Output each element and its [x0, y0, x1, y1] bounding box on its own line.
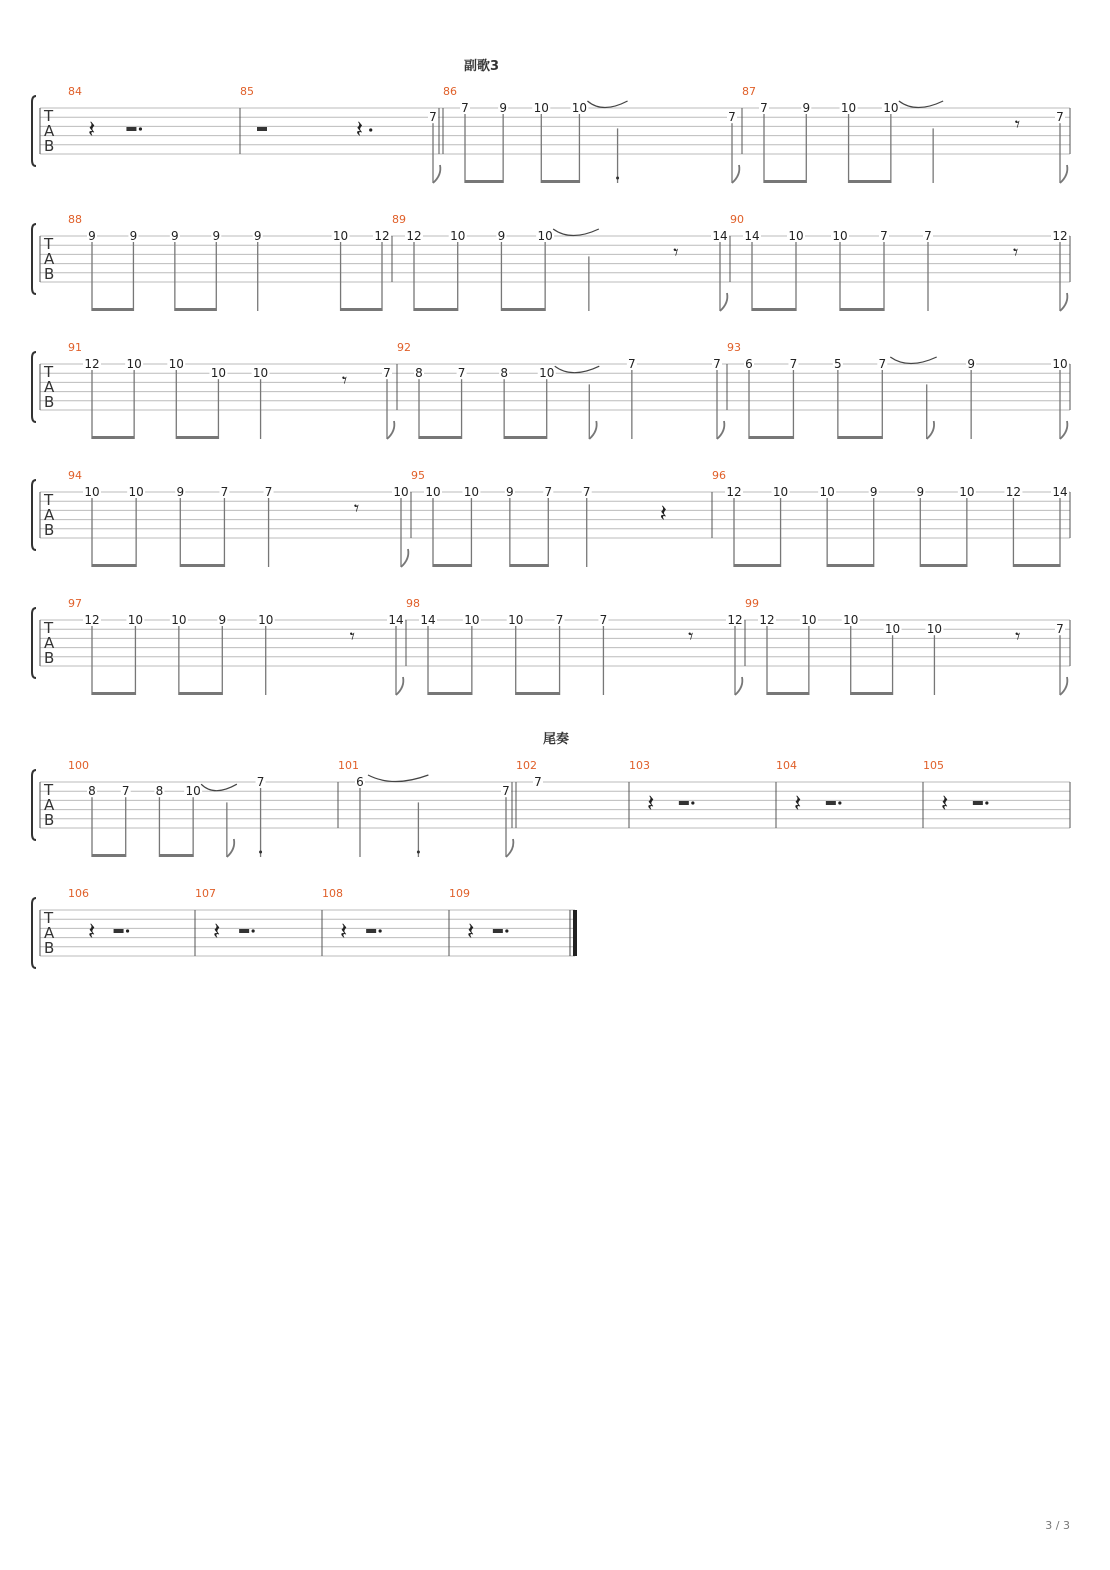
- fret-number: 10: [185, 784, 201, 799]
- fret-number: 10: [393, 485, 409, 499]
- measure-105: [923, 759, 988, 817]
- flag: [589, 421, 596, 439]
- fret-number: 10: [258, 613, 274, 627]
- measure-number: 102: [516, 759, 537, 772]
- fret-number: 7: [760, 101, 768, 115]
- measure-100: [68, 759, 266, 857]
- fret-number: 7: [121, 784, 130, 799]
- half-rest: [973, 801, 983, 805]
- eighth-rest: 𝄾: [688, 624, 694, 648]
- fret-number: 7: [555, 613, 564, 627]
- dot: [259, 851, 262, 854]
- eighth-rest: 𝄾: [1014, 112, 1021, 136]
- rest-dot: [369, 128, 372, 131]
- quarter-rest: 𝄽: [213, 917, 221, 945]
- eighth-rest: 𝄾: [673, 240, 679, 264]
- fret-number: 6: [356, 775, 364, 789]
- tab-system: [32, 597, 1070, 695]
- measure-number: 108: [322, 887, 343, 900]
- system-bracket: [32, 224, 36, 294]
- half-rest: [366, 929, 376, 933]
- tab-clef-letter: A: [44, 506, 55, 524]
- measure-92: [397, 341, 724, 439]
- fret-number: 10: [508, 613, 524, 627]
- fret-number: 10: [772, 485, 789, 499]
- fret-number: 10: [128, 485, 144, 499]
- system-bracket: [32, 352, 36, 422]
- tab-system: [32, 469, 1070, 567]
- beam: [419, 436, 462, 439]
- beam: [179, 692, 222, 695]
- quarter-rest: 𝄽: [340, 917, 348, 945]
- rest-dot: [505, 929, 508, 932]
- eighth-rest: 𝄾: [1015, 624, 1021, 648]
- tab-clef-letter: T: [44, 909, 54, 927]
- fret-number: 8: [500, 366, 508, 381]
- flag: [1060, 293, 1067, 311]
- fret-number: 10: [127, 613, 144, 627]
- flag: [720, 293, 727, 311]
- tie: [368, 775, 428, 782]
- fret-number: 5: [834, 357, 842, 371]
- tab-system: [32, 341, 1070, 439]
- beam: [504, 436, 547, 439]
- beam: [176, 436, 218, 439]
- eighth-rest: 𝄾: [353, 496, 360, 520]
- fret-number: 10: [1052, 357, 1068, 371]
- tab-clef-letter: T: [44, 235, 54, 253]
- fret-number: 7: [220, 485, 229, 499]
- system-bracket: [32, 898, 36, 968]
- beam: [175, 308, 216, 311]
- fret-number: 10: [84, 485, 100, 499]
- flag: [227, 839, 234, 857]
- fret-number: 12: [759, 613, 775, 627]
- fret-number: 9: [253, 229, 262, 243]
- tab-clef-letter: T: [44, 781, 54, 799]
- fret-number: 9: [802, 101, 811, 115]
- beam: [827, 564, 874, 567]
- tie: [553, 229, 599, 236]
- rest-dot: [379, 929, 382, 932]
- tab-clef-letter: A: [44, 634, 55, 652]
- flag: [1060, 165, 1067, 183]
- tab-clef-letter: A: [44, 924, 55, 942]
- fret-number: 10: [926, 622, 943, 637]
- flag: [433, 165, 440, 183]
- tab-clef-letter: B: [44, 811, 55, 829]
- half-rest: [679, 801, 689, 805]
- fret-number: 10: [884, 622, 901, 637]
- fret-number: 7: [880, 229, 888, 243]
- system-bracket: [32, 608, 36, 678]
- fret-number: 7: [924, 229, 932, 243]
- fret-number: 10: [464, 613, 480, 627]
- beam: [341, 308, 382, 311]
- measure-number: 103: [629, 759, 650, 772]
- fret-number: 9: [916, 485, 925, 499]
- fret-number: 7: [582, 485, 591, 499]
- fret-number: 9: [171, 229, 179, 243]
- flag: [717, 421, 724, 439]
- quarter-rest: 𝄽: [941, 789, 949, 817]
- measure-84: [68, 85, 142, 143]
- tie: [555, 366, 600, 373]
- measure-number: 97: [68, 597, 82, 610]
- flag: [387, 421, 394, 439]
- measure-89: [392, 213, 729, 311]
- fret-number: 6: [745, 357, 753, 371]
- tab-clef-letter: A: [44, 250, 55, 268]
- tab-clef-letter: A: [44, 796, 55, 814]
- fret-number: 10: [539, 366, 555, 381]
- tab-clef-letter: B: [44, 649, 55, 667]
- measure-109: [449, 887, 508, 945]
- measure-104: [776, 759, 841, 817]
- measure-86: [443, 85, 739, 183]
- measure-number: 90: [730, 213, 744, 226]
- fret-number: 10: [788, 229, 804, 243]
- rest-dot: [691, 801, 694, 804]
- tie: [201, 784, 237, 791]
- tie: [587, 101, 627, 108]
- fret-number: 14: [744, 229, 760, 243]
- measure-number: 84: [68, 85, 82, 98]
- tab-clef-letter: B: [44, 521, 55, 539]
- fret-number: 10: [210, 366, 227, 381]
- rest-dot: [126, 929, 129, 932]
- beam: [767, 692, 809, 695]
- measure-number: 105: [923, 759, 944, 772]
- measure-number: 85: [240, 85, 254, 98]
- fret-number: 10: [171, 613, 187, 627]
- fret-number: 10: [168, 357, 184, 371]
- fret-number: 9: [88, 229, 96, 243]
- measure-number: 101: [338, 759, 359, 772]
- page-number: 3 / 3: [1045, 1519, 1070, 1532]
- eighth-rest: 𝄾: [1013, 240, 1019, 264]
- quarter-rest: 𝄽: [794, 789, 802, 817]
- measure-number: 93: [727, 341, 741, 354]
- beam: [159, 854, 193, 857]
- fret-number: 9: [869, 485, 878, 499]
- beam: [414, 308, 458, 311]
- measure-number: 106: [68, 887, 89, 900]
- fret-number: 7: [256, 775, 265, 789]
- beam: [849, 180, 891, 183]
- fret-number: 10: [571, 101, 588, 115]
- flag: [735, 677, 742, 695]
- tie: [890, 357, 936, 364]
- measure-108: [322, 887, 382, 945]
- beam: [764, 180, 806, 183]
- section-label-outro: 尾奏: [543, 732, 570, 747]
- fret-number: 9: [218, 613, 227, 627]
- beam: [465, 180, 503, 183]
- measure-number: 109: [449, 887, 470, 900]
- beam: [752, 308, 796, 311]
- measure-number: 94: [68, 469, 82, 482]
- half-rest: [114, 929, 124, 933]
- measure-103: [629, 759, 694, 817]
- measure-number: 89: [392, 213, 406, 226]
- fret-number: 10: [537, 229, 553, 243]
- beam: [1013, 564, 1060, 567]
- fret-number: 7: [728, 110, 736, 125]
- fret-number: 14: [420, 613, 436, 627]
- measure-90: [730, 213, 1069, 311]
- tab-system: [32, 887, 575, 968]
- measure-95: [411, 469, 667, 567]
- tie: [899, 101, 943, 108]
- dot: [417, 851, 420, 854]
- fret-number: 7: [789, 357, 798, 371]
- fret-number: 12: [84, 613, 100, 627]
- beam: [510, 564, 548, 567]
- fret-number: 9: [967, 357, 975, 371]
- measure-107: [195, 887, 255, 945]
- tab-clef-letter: B: [44, 265, 55, 283]
- measure-number: 107: [195, 887, 216, 900]
- half-rest: [126, 127, 136, 131]
- beam: [734, 564, 781, 567]
- measure-96: [712, 469, 1069, 567]
- beam: [838, 436, 882, 439]
- measure-99: [745, 597, 1067, 695]
- flag: [927, 421, 934, 439]
- beam: [501, 308, 545, 311]
- fret-number: 7: [461, 101, 469, 115]
- fret-number: 12: [727, 613, 743, 627]
- quarter-rest: 𝄽: [355, 115, 364, 143]
- fret-number: 12: [406, 229, 422, 243]
- beam: [180, 564, 224, 567]
- fret-number: 7: [502, 784, 510, 799]
- tab-clef-letter: T: [44, 107, 54, 125]
- beam: [92, 692, 135, 695]
- fret-number: 10: [533, 101, 549, 115]
- fret-number: 10: [332, 229, 349, 243]
- half-rest: [493, 929, 503, 933]
- beam: [851, 692, 893, 695]
- tab-clef-letter: B: [44, 137, 55, 155]
- section-label-chorus-3: 副歌3: [464, 59, 500, 74]
- measure-97: [68, 597, 405, 695]
- fret-number: 8: [155, 784, 164, 799]
- fret-number: 12: [1005, 485, 1022, 499]
- beam: [92, 564, 136, 567]
- fret-number: 10: [883, 101, 899, 115]
- fret-number: 14: [1052, 485, 1068, 499]
- fret-number: 8: [415, 366, 423, 381]
- measure-102: [516, 759, 543, 789]
- beam: [920, 564, 967, 567]
- fret-number: 7: [429, 110, 437, 125]
- fret-number: 7: [1056, 622, 1064, 637]
- fret-number: 9: [499, 101, 507, 115]
- rest-dot: [838, 801, 841, 804]
- fret-number: 10: [126, 357, 142, 371]
- system-bracket: [32, 96, 36, 166]
- measure-93: [727, 341, 1069, 439]
- rest-dot: [252, 929, 255, 932]
- beam: [749, 436, 793, 439]
- fret-number: 10: [252, 366, 269, 381]
- tab-system: [32, 759, 1070, 857]
- measure-number: 104: [776, 759, 797, 772]
- quarter-rest: 𝄽: [647, 789, 655, 817]
- half-rest: [239, 929, 249, 933]
- measure-number: 96: [712, 469, 726, 482]
- tab-system: [32, 85, 1070, 183]
- measure-98: [406, 597, 744, 695]
- fret-number: 12: [726, 485, 742, 499]
- fret-number: 10: [840, 101, 857, 115]
- fret-number: 10: [959, 485, 975, 499]
- measure-85: [240, 85, 440, 183]
- fret-number: 9: [506, 485, 514, 499]
- flag: [1060, 421, 1067, 439]
- measure-number: 91: [68, 341, 82, 354]
- flag: [506, 839, 513, 857]
- eighth-rest: 𝄾: [341, 368, 348, 392]
- rest-dot: [985, 801, 988, 804]
- measure-101: [338, 759, 513, 857]
- beam: [92, 308, 133, 311]
- eighth-rest: 𝄾: [349, 624, 355, 648]
- fret-number: 7: [599, 613, 608, 627]
- half-rest: [826, 801, 836, 805]
- quarter-rest: 𝄽: [659, 499, 667, 527]
- measure-94: [68, 469, 410, 567]
- fret-number: 10: [832, 229, 848, 243]
- fret-number: 10: [450, 229, 466, 243]
- fret-number: 9: [176, 485, 185, 499]
- measure-number: 92: [397, 341, 411, 354]
- measure-number: 100: [68, 759, 89, 772]
- quarter-rest: 𝄽: [88, 115, 96, 143]
- tab-clef-letter: A: [44, 378, 55, 396]
- measure-106: [68, 887, 129, 945]
- fret-number: 7: [1056, 110, 1064, 125]
- fret-number: 12: [84, 357, 100, 371]
- tab-clef-letter: T: [44, 363, 54, 381]
- fret-number: 10: [425, 485, 441, 499]
- fret-number: 7: [544, 485, 553, 499]
- flag: [1060, 677, 1067, 695]
- beam: [92, 854, 126, 857]
- fret-number: 12: [1052, 229, 1068, 243]
- flag: [732, 165, 739, 183]
- beam: [428, 692, 472, 695]
- measure-number: 87: [742, 85, 756, 98]
- beam: [516, 692, 560, 695]
- quarter-rest: 𝄽: [467, 917, 475, 945]
- fret-number: 7: [264, 485, 273, 499]
- fret-number: 12: [374, 229, 390, 243]
- fret-number: 10: [463, 485, 480, 499]
- measure-number: 95: [411, 469, 425, 482]
- flag: [401, 549, 408, 567]
- fret-number: 9: [212, 229, 221, 243]
- tab-clef-letter: B: [44, 393, 55, 411]
- rest-dot: [139, 127, 142, 130]
- flag: [396, 677, 403, 695]
- fret-number: 10: [843, 613, 859, 627]
- fret-number: 7: [457, 366, 466, 381]
- fret-number: 14: [712, 229, 728, 243]
- measure-number: 88: [68, 213, 82, 226]
- tab-clef-letter: T: [44, 491, 54, 509]
- fret-number: 7: [383, 366, 391, 381]
- fret-number: 8: [88, 784, 96, 799]
- fret-number: 7: [713, 357, 721, 371]
- tab-clef-letter: A: [44, 122, 55, 140]
- measure-88: [68, 213, 391, 311]
- tab-system: [32, 213, 1070, 311]
- beam: [541, 180, 579, 183]
- system-bracket: [32, 770, 36, 840]
- dot: [616, 177, 619, 180]
- fret-number: 7: [878, 357, 887, 371]
- measure-91: [68, 341, 394, 439]
- tab-clef-letter: T: [44, 619, 54, 637]
- measure-87: [742, 85, 1067, 183]
- fret-number: 10: [801, 613, 817, 627]
- fret-number: 9: [129, 229, 138, 243]
- fret-number: 10: [819, 485, 835, 499]
- fret-number: 9: [497, 229, 506, 243]
- fret-number: 7: [534, 775, 542, 789]
- beam: [92, 436, 134, 439]
- tab-clef-letter: B: [44, 939, 55, 957]
- system-bracket: [32, 480, 36, 550]
- measure-number: 98: [406, 597, 420, 610]
- quarter-rest: 𝄽: [88, 917, 96, 945]
- measure-number: 86: [443, 85, 457, 98]
- fret-number: 14: [388, 613, 404, 627]
- measure-number: 99: [745, 597, 759, 610]
- fret-number: 7: [628, 357, 636, 371]
- beam: [433, 564, 471, 567]
- half-rest: [257, 127, 267, 131]
- beam: [840, 308, 884, 311]
